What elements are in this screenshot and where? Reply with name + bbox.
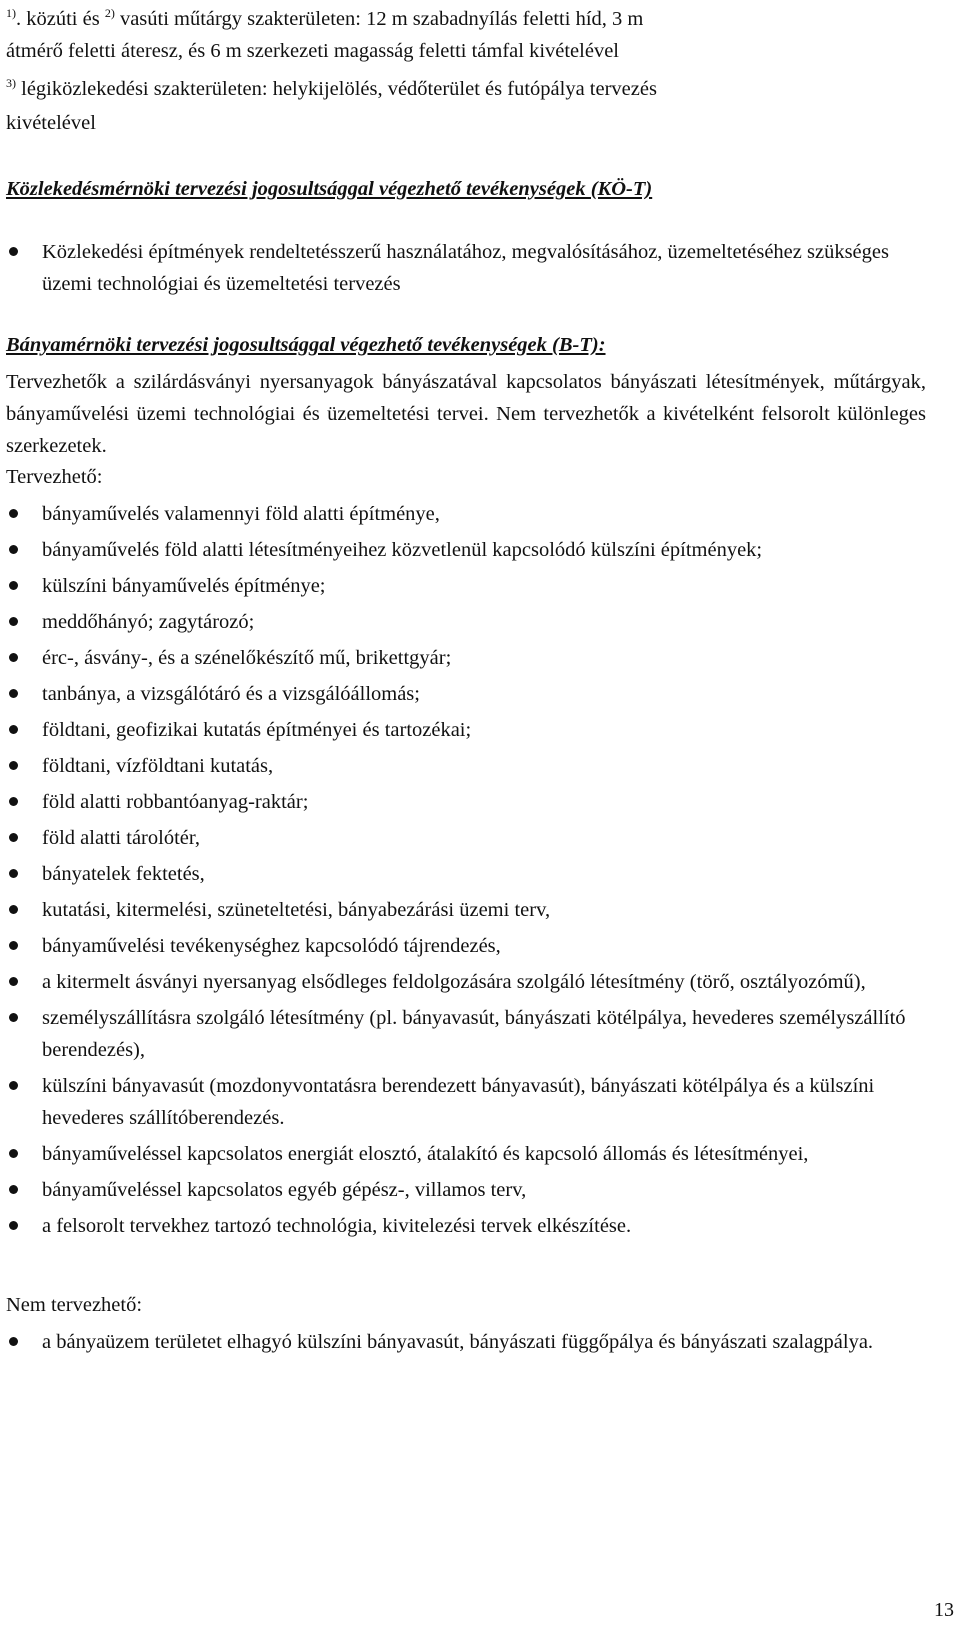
bullet-icon xyxy=(9,545,18,554)
list-item: földtani, geofizikai kutatás építményei és tartozékai; xyxy=(0,714,940,746)
footnote-line-3 xyxy=(6,76,657,102)
list-item: föld alatti robbantóanyag-raktár; xyxy=(0,786,940,818)
bullet-icon xyxy=(9,905,18,914)
footnote-text-1a: . közúti és xyxy=(16,8,100,30)
list-item: földtani, vízföldtani kutatás, xyxy=(0,750,940,782)
bullet-icon xyxy=(9,1013,18,1022)
footnote-line-2: átmérő feletti áteresz, és 6 m szerkezeti magasság feletti támfal kivételével xyxy=(6,40,619,62)
list-item: a kitermelt ásványi nyersanyag elsődleges feldolgozására szolgáló létesítmény (törő, osztályozómű), xyxy=(0,966,940,998)
list-item: bányaműveléssel kapcsolatos egyéb gépész-, villamos terv, xyxy=(0,1174,940,1206)
ko-t-list xyxy=(0,236,940,304)
footnote-line-1 xyxy=(6,6,643,32)
bullet-icon xyxy=(9,509,18,518)
bullet-icon xyxy=(9,1185,18,1194)
list-item: bányaművelés valamennyi föld alatti építménye, xyxy=(0,498,940,530)
bullet-icon xyxy=(9,1337,18,1346)
list-item: bányatelek fektetés, xyxy=(0,858,940,890)
bullet-icon xyxy=(9,869,18,878)
forbidden-list xyxy=(0,1326,940,1362)
list-item: külszíni bányavasút (mozdonyvontatásra berendezett bányavasút), bányászati kötélpálya és a külszíni hevederes szállítóberendezés. xyxy=(0,1070,940,1134)
bullet-icon xyxy=(9,941,18,950)
bullet-icon xyxy=(9,1221,18,1230)
b-t-intro-paragraph: Tervezhetők a szilárdásványi nyersanyagok bányászatával kapcsolatos bányászati létesítmények, műtárgyak, bányaművelési üzemi technológiai és üzemeltetési tervei. Nem tervezhetők a kivételként felsorolt különleges szerkezetek. xyxy=(6,371,926,457)
bullet-icon xyxy=(9,725,18,734)
bullet-icon xyxy=(9,617,18,626)
bullet-icon xyxy=(9,653,18,662)
footnote-marker-1: 1) xyxy=(6,6,16,21)
list-item: bányaművelés föld alatti létesítményeihez közvetlenül kapcsolódó külszíni építmények; xyxy=(0,534,940,566)
footnote-marker-2: 2) xyxy=(104,6,115,21)
list-item: a felsorolt tervekhez tartozó technológia, kivitelezési tervek elkészítése. xyxy=(0,1210,940,1242)
bullet-icon xyxy=(9,833,18,842)
bullet-icon xyxy=(9,247,18,256)
list-item: Közlekedési építmények rendeltetésszerű használatához, megvalósításához, üzemeltetéséhez szükséges üzemi technológiai és üzemeltetési tervezés xyxy=(0,236,940,300)
bullet-icon xyxy=(9,797,18,806)
forbidden-label: Nem tervezhető: xyxy=(6,1294,143,1316)
list-item: külszíni bányaművelés építménye; xyxy=(0,570,940,602)
bullet-icon xyxy=(9,1149,18,1158)
bullet-icon xyxy=(9,1081,18,1090)
bullet-icon xyxy=(9,689,18,698)
allowed-label: Tervezhető: xyxy=(6,466,103,488)
section-heading-b-t: Bányamérnöki tervezési jogosultsággal végezhető tevékenységek (B-T): xyxy=(6,334,606,356)
footnote-marker-3: 3) xyxy=(6,76,16,91)
list-item: meddőhányó; zagytározó; xyxy=(0,606,940,638)
footnote-text-1b: vasúti műtárgy szakterületen: 12 m szabadnyílás feletti híd, 3 m xyxy=(114,8,644,30)
list-item: a bányaüzem területet elhagyó külszíni bányavasút, bányászati függőpálya és bányászati szalagpálya. xyxy=(0,1326,940,1358)
bullet-icon xyxy=(9,581,18,590)
list-item: érc-, ásvány-, és a szénelőkészítő mű, brikettgyár; xyxy=(0,642,940,674)
list-item: bányaművelési tevékenységhez kapcsolódó tájrendezés, xyxy=(0,930,940,962)
list-item: föld alatti tárolótér, xyxy=(0,822,940,854)
page-number: 13 xyxy=(934,1599,954,1621)
bullet-icon xyxy=(9,761,18,770)
footnote-text-3: légiközlekedési szakterületen: helykijelölés, védőterület és futópálya tervezés xyxy=(16,78,657,100)
list-item: bányaműveléssel kapcsolatos energiát elosztó, átalakító és kapcsoló állomás és létesítményei, xyxy=(0,1138,940,1170)
list-item: kutatási, kitermelési, szüneteltetési, bányabezárási üzemi terv, xyxy=(0,894,940,926)
list-item: tanbánya, a vizsgálótáró és a vizsgálóállomás; xyxy=(0,678,940,710)
footnote-line-4: kivételével xyxy=(6,112,96,134)
bullet-icon xyxy=(9,977,18,986)
allowed-list xyxy=(0,498,940,1246)
list-item: személyszállításra szolgáló létesítmény (pl. bányavasút, bányászati kötélpálya, hevederes személyszállító berendezés), xyxy=(0,1002,940,1066)
section-heading-ko-t: Közlekedésmérnöki tervezési jogosultsággal végezhető tevékenységek (KÖ-T) xyxy=(6,178,653,200)
